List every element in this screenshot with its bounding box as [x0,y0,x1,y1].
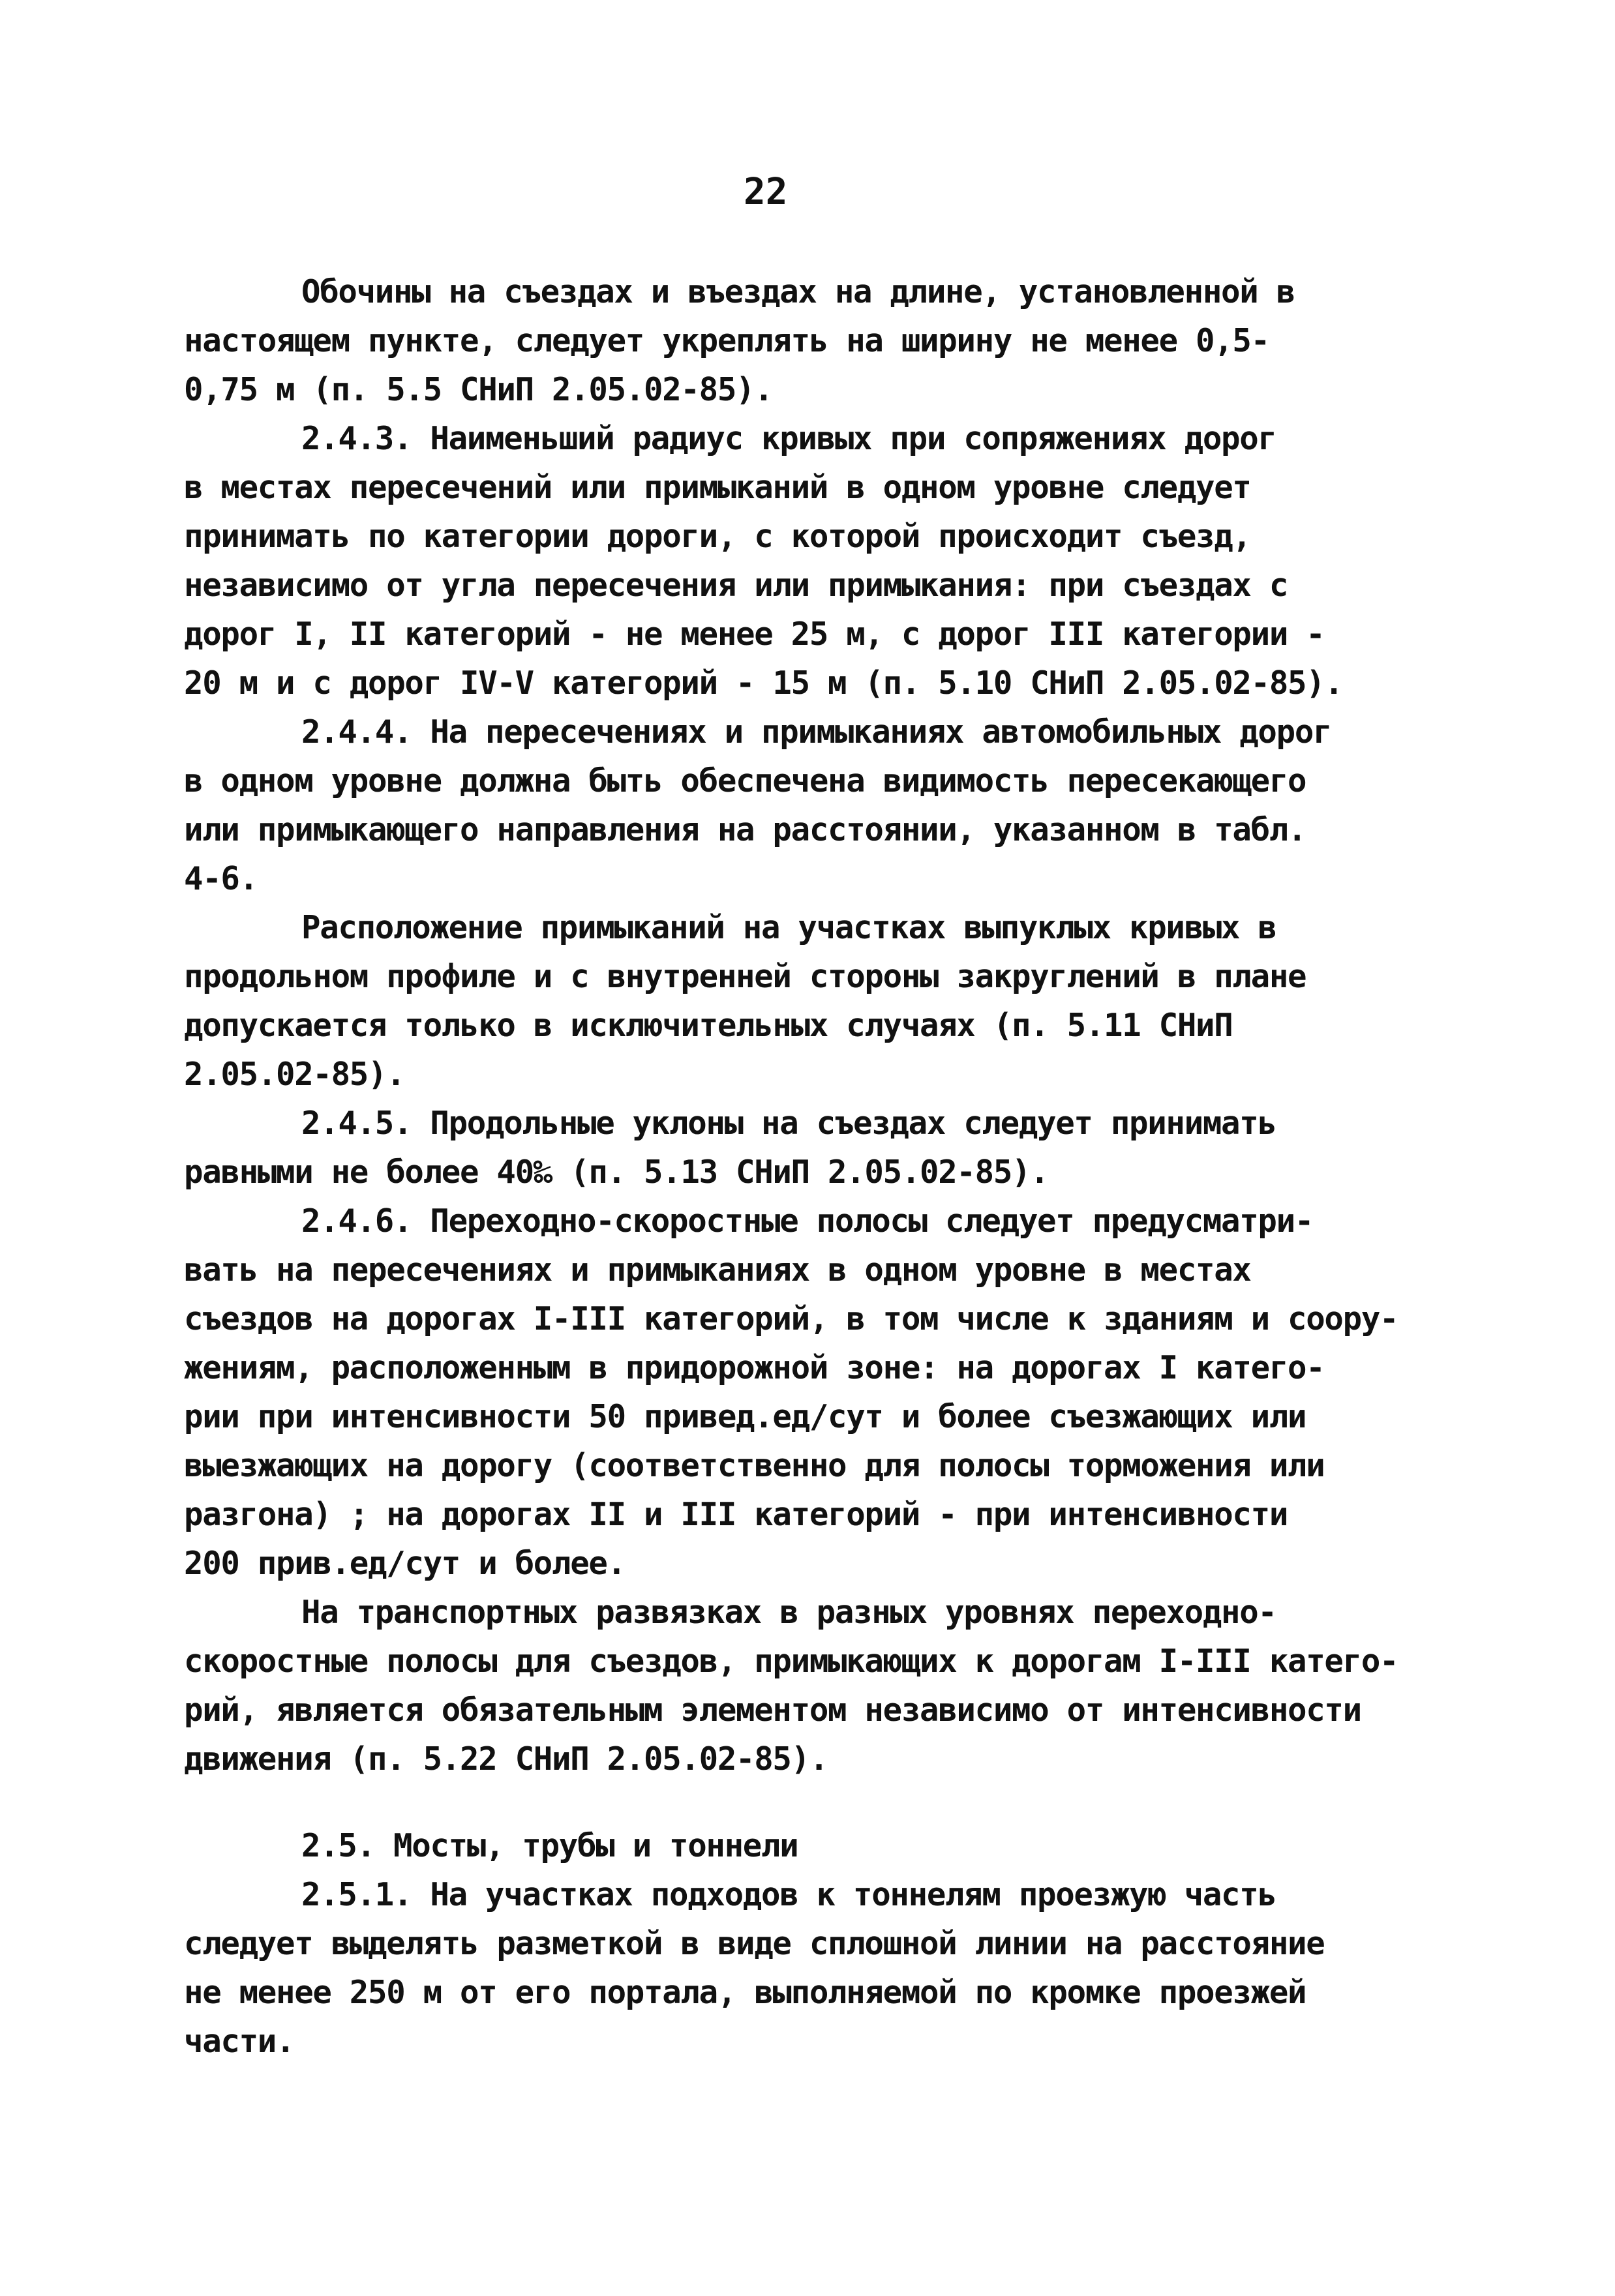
text-line: части. [184,2023,295,2060]
page-number: 22 [744,171,788,213]
text-line: 2.4.3. Наименьший радиус кривых при сопряжениях дорог [301,420,1276,457]
text-line: в местах пересечений или примыканий в одном уровне следует [184,469,1251,506]
text-line: 2.4.6. Переходно-скоростные полосы следует предусматри- [301,1202,1314,1240]
text-line: разгона) ; на дорогах II и III категорий - при интенсивности [184,1496,1288,1533]
text-line: допускается только в исключительных случаях (п. 5.11 СНиП [184,1007,1233,1044]
text-line: рии при интенсивности 50 привед.ед/сут и более съезжающих или [184,1398,1306,1435]
text-line: рий, является обязательным элементом независимо от интенсивности [184,1692,1361,1729]
text-line: Обочины на съездах и въездах на длине, установленной в [301,273,1295,310]
text-line: 20 м и с дорог IV-V категорий - 15 м (п. 5.10 СНиП 2.05.02-85). [184,664,1343,702]
text-line: продольном профиле и с внутренней стороны закруглений в плане [184,958,1306,995]
text-line: движения (п. 5.22 СНиП 2.05.02-85). [184,1740,828,1778]
section-gap [184,1783,1443,1821]
text-line: скоростные полосы для съездов, примыкающих к дорогам I-III катего- [184,1643,1398,1680]
text-line: вать на пересечениях и примыканиях в одном уровне в местах [184,1251,1251,1289]
text-line: съездов на дорогах I-III категорий, в том числе к зданиям и соору- [184,1300,1398,1337]
text-line: 2.4.5. Продольные уклоны на съездах следует принимать [301,1105,1276,1142]
text-line: или примыкающего направления на расстоянии, указанном в табл. [184,811,1306,848]
text-line: выезжающих на дорогу (соответственно для полосы торможения или [184,1447,1325,1484]
text-line: 2.05.02-85). [184,1056,405,1093]
text-line: настоящем пункте, следует укреплять на ширину не менее 0,5- [184,322,1269,359]
text-line: принимать по категории дороги, с которой происходит съезд, [184,518,1251,555]
text-line: 2.4.4. На пересечениях и примыканиях автомобильных дорог [301,713,1332,751]
text-line: 200 прив.ед/сут и более. [184,1545,626,1582]
text-line: Расположение примыканий на участках выпуклых кривых в [301,909,1276,946]
text-line: дорог I, II категорий - не менее 25 м, с дорог III категории - [184,616,1325,653]
text-line: в одном уровне должна быть обеспечена видимость пересекающего [184,762,1306,799]
section-heading: 2.5. Мосты, трубы и тоннели [301,1827,798,1864]
text-line: следует выделять разметкой в виде сплошной линии на расстояние [184,1925,1325,1962]
text-line: 2.5.1. На участках подходов к тоннелям проезжую часть [301,1876,1276,1913]
text-line: 0,75 м (п. 5.5 СНиП 2.05.02-85). [184,371,773,408]
text-line: На транспортных развязках в разных уровнях переходно- [301,1594,1276,1631]
text-line: 4-6. [184,860,258,897]
text-line: равными не более 40‰ (п. 5.13 СНиП 2.05.02-85). [184,1154,1049,1191]
text-line: жениям, расположенным в придорожной зоне: на дорогах I катего- [184,1349,1325,1386]
body-text [184,267,1443,2066]
text-line: независимо от угла пересечения или примыкания: при съездах с [184,567,1288,604]
text-line: не менее 250 м от его портала, выполняемой по кромке проезжей [184,1974,1306,2011]
